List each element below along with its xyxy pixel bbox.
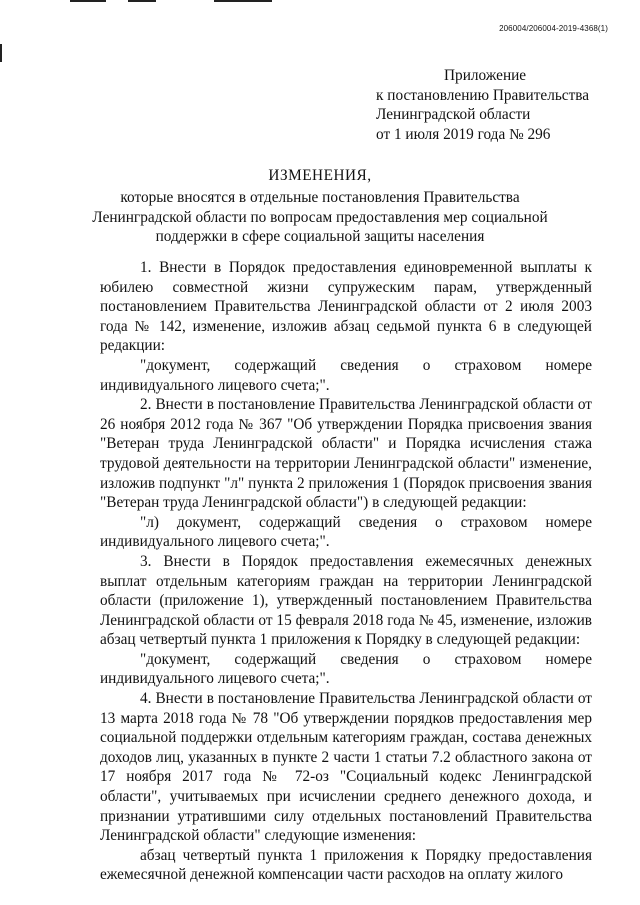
paragraph-4: 4. Внести в постановление Правительства Ленинградской области от 13 марта 2018 года № 78 "Об утверждении порядков предоставления мер социальной поддержки отдельным категориям граждан, состава денежных доходов лиц, указанных в пункте 2 части 1 статьи 7.2 областного закона от 17 ноября 2017 года № 72-оз "Социальный кодекс Ленинградской области", учитываемых при исчислении среднего денежного дохода, и признании утратившими силу отдельных постановлений Правительства Ленинградской области" следующие изменения: xyxy=(100,690,592,845)
scan-top-marks xyxy=(0,0,640,4)
paragraph-3: 3. Внести в Порядок предоставления ежемесячных денежных выплат отдельным категориям граждан на территории Ленинградской области (приложение 1), утвержденный постановлением Правительства Ленинградской области от 15 февраля 2018 года № 45, изменение, изложив абзац четвертый пункта 1 приложения к Порядку в следующей редакции: xyxy=(100,552,592,649)
document-body xyxy=(100,258,592,885)
subtitle-line-1: которые вносятся в отдельные постановления Правительства xyxy=(120,189,520,206)
appendix-line-4: от 1 июля 2019 года № 296 xyxy=(376,125,551,143)
paragraph-1: 1. Внести в Порядок предоставления единовременной выплаты к юбилею совместной жизни супружеским парам, утвержденный постановлением Правительства Ленинградской области от 2 июля 2003 года № 142, изменение, изложив абзац седьмой пункта 6 в следующей редакции: xyxy=(100,259,592,355)
paragraph-4-item: абзац четвертый пункта 1 приложения к Порядку предоставления ежемесячной денежной компенсации части расходов на оплату жилого xyxy=(100,846,592,884)
appendix-block xyxy=(376,66,589,144)
paragraph-1-quote: "документ, содержащий сведения о страховом номере индивидуального лицевого счета;". xyxy=(100,356,592,394)
paragraph-2-quote: "л) документ, содержащий сведения о страховом номере индивидуального лицевого счета;". xyxy=(100,513,592,551)
document-subtitle xyxy=(80,188,560,247)
appendix-line-1: Приложение xyxy=(444,67,527,84)
document-id: 206004/206004-2019-4368(1) xyxy=(499,24,608,33)
paragraph-2: 2. Внести в постановление Правительства Ленинградской области от 26 ноября 2012 года № 367 "Об утверждении Порядка присвоения звания "Ветеран труда Ленинградской области" и Порядка исчисления стажа трудовой деятельности на территории Ленинградской области" изменение, изложив подпункт "л" пункта 2 приложения 1 (Порядок присвоения звания "Ветеран труда Ленинградской области") в следующей редакции: xyxy=(100,396,592,512)
document-title: ИЗМЕНЕНИЯ, xyxy=(268,167,372,184)
appendix-line-3: Ленинградской области xyxy=(376,106,531,124)
paragraph-3-quote: "документ, содержащий сведения о страховом номере индивидуального лицевого счета;". xyxy=(100,650,592,688)
subtitle-line-2: Ленинградской области по вопросам предоставления мер социальной xyxy=(92,208,548,226)
scan-edge-mark xyxy=(0,44,2,62)
subtitle-line-3: поддержки в сфере социальной защиты населения xyxy=(155,228,485,246)
appendix-line-2: к постановлению Правительства xyxy=(376,86,590,104)
